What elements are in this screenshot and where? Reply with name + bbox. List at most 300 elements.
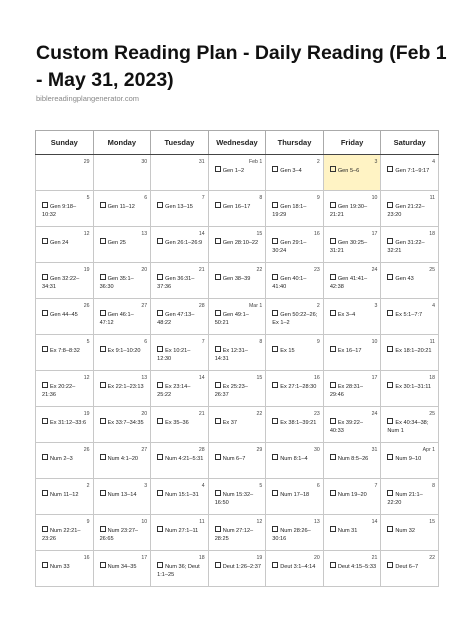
checkbox-icon[interactable] bbox=[272, 382, 278, 388]
day-number: 6 bbox=[144, 195, 148, 201]
day-number: Apr 1 bbox=[422, 447, 435, 453]
day-number: 3 bbox=[144, 483, 148, 489]
checkbox-icon[interactable] bbox=[330, 454, 336, 460]
checkbox-icon[interactable] bbox=[42, 418, 48, 424]
reading-item bbox=[272, 346, 319, 356]
reading-item bbox=[215, 382, 262, 399]
calendar-week-row bbox=[36, 515, 439, 551]
day-number: 10 bbox=[141, 519, 148, 525]
checkbox-icon[interactable] bbox=[215, 490, 221, 496]
calendar-week-row bbox=[36, 335, 439, 371]
checkbox-icon[interactable] bbox=[272, 526, 278, 532]
checkbox-icon[interactable] bbox=[157, 562, 163, 568]
day-number: 13 bbox=[314, 519, 320, 525]
reading-item bbox=[42, 418, 89, 428]
calendar-day-cell bbox=[151, 443, 209, 479]
reading-label: Gen 44–45 bbox=[50, 312, 78, 318]
reading-label: Ex 18:1–20:21 bbox=[395, 348, 432, 354]
checkbox-icon[interactable] bbox=[272, 274, 278, 280]
reading-item bbox=[157, 526, 204, 536]
checkbox-icon[interactable] bbox=[215, 166, 221, 172]
checkbox-icon[interactable] bbox=[330, 562, 336, 568]
reading-label: Num 27:12–28:25 bbox=[214, 528, 254, 542]
checkbox-icon[interactable] bbox=[330, 166, 336, 172]
day-number: 27 bbox=[141, 447, 148, 453]
reading-item bbox=[215, 166, 262, 176]
checkbox-icon[interactable] bbox=[42, 490, 48, 496]
reading-label: Ex 33:7–34:35 bbox=[107, 420, 144, 426]
checkbox-icon[interactable] bbox=[42, 346, 48, 352]
calendar-day-cell bbox=[208, 515, 266, 551]
day-number: 20 bbox=[314, 555, 320, 561]
checkbox-icon[interactable] bbox=[100, 526, 106, 532]
reading-item bbox=[330, 562, 377, 572]
checkbox-icon[interactable] bbox=[100, 346, 106, 352]
checkbox-icon[interactable] bbox=[157, 310, 163, 316]
calendar-day-cell bbox=[323, 263, 381, 299]
reading-item bbox=[272, 562, 319, 572]
calendar-week-row bbox=[36, 263, 439, 299]
day-number: 12 bbox=[83, 375, 90, 381]
calendar-day-cell bbox=[266, 551, 324, 587]
checkbox-icon[interactable] bbox=[272, 454, 278, 460]
checkbox-icon[interactable] bbox=[387, 454, 393, 460]
calendar-day-cell bbox=[266, 191, 324, 227]
day-number: 22 bbox=[256, 267, 263, 273]
checkbox-icon[interactable] bbox=[157, 274, 163, 280]
checkbox-icon[interactable] bbox=[272, 490, 278, 496]
calendar-day-cell bbox=[151, 371, 209, 407]
reading-item bbox=[330, 526, 377, 536]
reading-label: Num 8:5–26 bbox=[337, 456, 369, 462]
reading-label: Num 8:1–4 bbox=[280, 456, 308, 462]
reading-item bbox=[100, 382, 147, 392]
reading-item bbox=[272, 526, 319, 543]
checkbox-icon[interactable] bbox=[215, 382, 221, 388]
day-number: 19 bbox=[83, 411, 90, 417]
day-number: 2 bbox=[316, 303, 320, 309]
calendar-day-cell bbox=[36, 335, 94, 371]
reading-label: Gen 38–39 bbox=[222, 276, 251, 282]
day-number: 3 bbox=[374, 159, 378, 165]
calendar-day-cell bbox=[208, 479, 266, 515]
checkbox-icon[interactable] bbox=[100, 382, 106, 388]
day-number: 11 bbox=[199, 519, 205, 525]
reading-item bbox=[100, 454, 147, 464]
checkbox-icon[interactable] bbox=[100, 418, 106, 424]
calendar-day-cell bbox=[93, 407, 151, 443]
day-number: 25 bbox=[429, 267, 435, 273]
reading-item bbox=[330, 238, 377, 255]
reading-item bbox=[330, 490, 377, 500]
day-number: 21 bbox=[198, 267, 205, 273]
checkbox-icon[interactable] bbox=[215, 310, 221, 316]
reading-label: Ex 15 bbox=[280, 348, 295, 354]
day-number: 18 bbox=[429, 375, 435, 381]
calendar-day-cell bbox=[208, 155, 266, 191]
checkbox-icon[interactable] bbox=[330, 418, 336, 424]
day-number: 3 bbox=[374, 303, 378, 309]
checkbox-icon[interactable] bbox=[42, 382, 48, 388]
calendar-day-cell bbox=[381, 551, 439, 587]
checkbox-icon[interactable] bbox=[330, 202, 336, 208]
reading-item bbox=[330, 166, 377, 176]
calendar-day-cell bbox=[323, 335, 381, 371]
day-number: 4 bbox=[432, 303, 435, 309]
reading-item bbox=[215, 526, 262, 543]
day-number: 2 bbox=[316, 159, 320, 165]
checkbox-icon[interactable] bbox=[387, 310, 393, 316]
checkbox-icon[interactable] bbox=[215, 526, 221, 532]
reading-item bbox=[157, 238, 204, 248]
day-number: 5 bbox=[86, 339, 90, 345]
reading-item bbox=[215, 238, 262, 248]
checkbox-icon[interactable] bbox=[330, 526, 336, 532]
calendar-day-cell bbox=[323, 191, 381, 227]
reading-label: Gen 1–2 bbox=[222, 168, 245, 174]
checkbox-icon[interactable] bbox=[330, 490, 336, 496]
checkbox-icon[interactable] bbox=[215, 274, 221, 280]
reading-label: Ex 20:22–21:36 bbox=[42, 384, 76, 398]
calendar-week-row bbox=[36, 299, 439, 335]
reading-label: Gen 35:1–36:30 bbox=[99, 276, 134, 290]
calendar-day-cell bbox=[36, 407, 94, 443]
reading-label: Ex 40:34–38; Num 1 bbox=[387, 420, 429, 434]
calendar-day-cell bbox=[36, 371, 94, 407]
checkbox-icon[interactable] bbox=[215, 202, 221, 208]
checkbox-icon[interactable] bbox=[387, 562, 393, 568]
calendar-day-cell bbox=[151, 191, 209, 227]
reading-item bbox=[387, 454, 434, 464]
calendar-day-cell bbox=[93, 443, 151, 479]
calendar-day-cell bbox=[36, 155, 94, 191]
day-number: 20 bbox=[141, 267, 148, 273]
checkbox-icon[interactable] bbox=[272, 166, 278, 172]
weekday-header-row bbox=[36, 131, 439, 155]
weekday-header: Wednesday bbox=[208, 131, 266, 155]
reading-item bbox=[272, 202, 319, 219]
checkbox-icon[interactable] bbox=[42, 454, 48, 460]
reading-item bbox=[272, 454, 319, 464]
day-number: 26 bbox=[83, 447, 90, 453]
day-number: 31 bbox=[198, 159, 205, 165]
reading-label: Ex 28:31–29:46 bbox=[329, 384, 364, 398]
reading-item bbox=[215, 202, 262, 212]
checkbox-icon[interactable] bbox=[330, 346, 336, 352]
calendar-day-cell bbox=[208, 299, 266, 335]
reading-item bbox=[272, 166, 319, 176]
reading-label: Num 19–20 bbox=[337, 492, 367, 498]
checkbox-icon[interactable] bbox=[100, 562, 106, 568]
checkbox-icon[interactable] bbox=[42, 526, 48, 532]
checkbox-icon[interactable] bbox=[215, 418, 221, 424]
calendar-day-cell bbox=[381, 407, 439, 443]
reading-label: Gen 47:13–48:22 bbox=[157, 312, 195, 326]
reading-label: Num 4:21–5:31 bbox=[165, 456, 204, 462]
checkbox-icon[interactable] bbox=[215, 562, 221, 568]
calendar-day-cell bbox=[381, 515, 439, 551]
weekday-header: Tuesday bbox=[151, 131, 209, 155]
reading-item bbox=[387, 526, 434, 536]
reading-item bbox=[100, 562, 147, 572]
reading-label: Num 21:1–22:20 bbox=[387, 492, 423, 506]
calendar-day-cell bbox=[36, 551, 94, 587]
reading-item bbox=[215, 454, 262, 464]
calendar-day-cell bbox=[208, 371, 266, 407]
reading-item bbox=[215, 310, 262, 327]
calendar-week-row bbox=[36, 443, 439, 479]
reading-item bbox=[42, 274, 89, 291]
weekday-header: Saturday bbox=[381, 131, 439, 155]
calendar-day-cell bbox=[93, 227, 151, 263]
checkbox-icon[interactable] bbox=[215, 454, 221, 460]
day-number: 16 bbox=[83, 555, 90, 561]
checkbox-icon[interactable] bbox=[157, 238, 163, 244]
weekday-header: Monday bbox=[93, 131, 151, 155]
day-number: 23 bbox=[314, 411, 320, 417]
reading-label: Ex 35–36 bbox=[165, 420, 189, 426]
checkbox-icon[interactable] bbox=[100, 274, 106, 280]
calendar-day-cell bbox=[208, 263, 266, 299]
day-number: 25 bbox=[429, 411, 435, 417]
reading-item bbox=[42, 382, 89, 399]
reading-calendar bbox=[35, 130, 439, 587]
calendar-day-cell bbox=[208, 551, 266, 587]
calendar-day-cell bbox=[266, 371, 324, 407]
checkbox-icon[interactable] bbox=[272, 310, 278, 316]
reading-label: Gen 31:22–32:21 bbox=[387, 240, 425, 254]
reading-item bbox=[330, 418, 377, 435]
checkbox-icon[interactable] bbox=[215, 346, 221, 352]
checkbox-icon[interactable] bbox=[100, 202, 106, 208]
reading-label: Gen 25 bbox=[107, 240, 126, 246]
checkbox-icon[interactable] bbox=[387, 490, 393, 496]
checkbox-icon[interactable] bbox=[100, 490, 106, 496]
reading-item bbox=[100, 526, 147, 543]
calendar-day-cell bbox=[381, 227, 439, 263]
reading-item bbox=[387, 274, 434, 284]
calendar-day-cell bbox=[36, 299, 94, 335]
day-number: 30 bbox=[314, 447, 320, 453]
reading-item bbox=[100, 490, 147, 500]
reading-item bbox=[42, 238, 89, 248]
reading-item bbox=[330, 202, 377, 219]
checkbox-icon[interactable] bbox=[157, 526, 163, 532]
checkbox-icon[interactable] bbox=[272, 562, 278, 568]
checkbox-icon[interactable] bbox=[157, 382, 163, 388]
day-number: 7 bbox=[201, 195, 205, 201]
calendar-day-cell bbox=[93, 299, 151, 335]
calendar-day-cell bbox=[93, 335, 151, 371]
checkbox-icon[interactable] bbox=[387, 346, 393, 352]
day-number: 9 bbox=[316, 339, 320, 345]
calendar-day-cell bbox=[151, 155, 209, 191]
checkbox-icon[interactable] bbox=[387, 526, 393, 532]
calendar-day-cell bbox=[266, 299, 324, 335]
checkbox-icon[interactable] bbox=[157, 418, 163, 424]
checkbox-icon[interactable] bbox=[42, 562, 48, 568]
checkbox-icon[interactable] bbox=[272, 202, 278, 208]
reading-label: Num 31 bbox=[337, 528, 358, 534]
reading-item bbox=[157, 490, 204, 500]
checkbox-icon[interactable] bbox=[100, 454, 106, 460]
checkbox-icon[interactable] bbox=[157, 490, 163, 496]
reading-label: Num 27:1–11 bbox=[165, 528, 199, 534]
reading-item bbox=[157, 202, 204, 212]
day-number: 4 bbox=[201, 483, 205, 489]
day-number: 24 bbox=[371, 267, 378, 273]
reading-label: Num 6–7 bbox=[222, 456, 246, 462]
checkbox-icon[interactable] bbox=[272, 238, 278, 244]
source-url: biblereadingplangenerator.com bbox=[36, 94, 139, 103]
reading-label: Deut 6–7 bbox=[395, 564, 419, 570]
calendar-day-cell bbox=[323, 515, 381, 551]
checkbox-icon[interactable] bbox=[100, 310, 106, 316]
checkbox-icon[interactable] bbox=[330, 238, 336, 244]
reading-label: Ex 23:14–25:22 bbox=[157, 384, 191, 398]
checkbox-icon[interactable] bbox=[215, 238, 221, 244]
checkbox-icon[interactable] bbox=[387, 166, 393, 172]
calendar-day-cell bbox=[381, 299, 439, 335]
reading-label: Gen 5–6 bbox=[337, 168, 360, 174]
reading-item bbox=[157, 274, 204, 291]
reading-label: Num 9–10 bbox=[395, 456, 422, 462]
calendar-day-cell bbox=[381, 371, 439, 407]
reading-item bbox=[387, 490, 434, 507]
day-number: 20 bbox=[141, 411, 148, 417]
reading-item bbox=[100, 202, 147, 212]
reading-label: Ex 30:1–31:11 bbox=[395, 384, 432, 390]
checkbox-icon[interactable] bbox=[387, 418, 393, 424]
reading-item bbox=[42, 310, 89, 320]
calendar-week-row bbox=[36, 191, 439, 227]
calendar-day-cell bbox=[208, 407, 266, 443]
checkbox-icon[interactable] bbox=[42, 238, 48, 244]
checkbox-icon[interactable] bbox=[272, 346, 278, 352]
reading-item bbox=[387, 382, 434, 392]
calendar-day-cell bbox=[93, 479, 151, 515]
calendar-day-cell bbox=[323, 227, 381, 263]
calendar-day-cell bbox=[323, 155, 381, 191]
reading-item bbox=[157, 454, 204, 464]
reading-item bbox=[387, 310, 434, 320]
checkbox-icon[interactable] bbox=[100, 238, 106, 244]
calendar-day-cell bbox=[266, 335, 324, 371]
reading-item bbox=[157, 562, 204, 579]
reading-label: Ex 27:1–28:30 bbox=[280, 384, 317, 390]
checkbox-icon[interactable] bbox=[272, 418, 278, 424]
reading-item bbox=[157, 346, 204, 363]
calendar-week-row bbox=[36, 407, 439, 443]
reading-label: Gen 18:1–19:29 bbox=[272, 204, 307, 218]
reading-label: Gen 9:18–10:32 bbox=[42, 204, 77, 218]
calendar-day-cell bbox=[266, 407, 324, 443]
reading-item bbox=[100, 274, 147, 291]
calendar-day-cell bbox=[93, 155, 151, 191]
day-number: 29 bbox=[256, 447, 263, 453]
checkbox-icon[interactable] bbox=[387, 382, 393, 388]
reading-label: Num 15:32–16:50 bbox=[214, 492, 254, 506]
reading-label: Ex 10:21–12:30 bbox=[157, 348, 191, 362]
reading-label: Num 22:21–23:26 bbox=[42, 528, 81, 542]
page-title: Custom Reading Plan - Daily Reading (Feb 1 - May 31, 2023) bbox=[36, 42, 447, 91]
day-number: 15 bbox=[256, 231, 263, 237]
calendar-day-cell bbox=[381, 155, 439, 191]
reading-label: Gen 49:1–50:21 bbox=[214, 312, 249, 326]
checkbox-icon[interactable] bbox=[42, 310, 48, 316]
reading-label: Ex 7:8–8:32 bbox=[50, 348, 80, 354]
calendar-day-cell bbox=[151, 515, 209, 551]
day-number: 31 bbox=[371, 447, 378, 453]
checkbox-icon[interactable] bbox=[387, 202, 393, 208]
day-number: 21 bbox=[198, 411, 205, 417]
reading-item bbox=[42, 202, 89, 219]
reading-label: Num 28:26–30:16 bbox=[272, 528, 311, 542]
reading-label: Ex 37 bbox=[222, 420, 237, 426]
reading-label: Ex 5:1–7:7 bbox=[395, 312, 423, 318]
calendar-day-cell bbox=[36, 479, 94, 515]
reading-label: Ex 25:23–26:37 bbox=[214, 384, 248, 398]
calendar-day-cell bbox=[266, 515, 324, 551]
day-number: 8 bbox=[259, 195, 263, 201]
reading-label: Ex 12:31–14:31 bbox=[214, 348, 248, 362]
reading-item bbox=[157, 382, 204, 399]
calendar-day-cell bbox=[381, 191, 439, 227]
calendar-day-cell bbox=[323, 407, 381, 443]
day-number: 7 bbox=[201, 339, 205, 345]
reading-label: Gen 24 bbox=[50, 240, 69, 246]
day-number: 13 bbox=[141, 375, 148, 381]
day-number: Mar 1 bbox=[248, 303, 263, 309]
weekday-header: Thursday bbox=[266, 131, 324, 155]
checkbox-icon[interactable] bbox=[157, 202, 163, 208]
reading-label: Num 32 bbox=[395, 528, 415, 534]
calendar-day-cell bbox=[93, 371, 151, 407]
calendar-week-row bbox=[36, 227, 439, 263]
calendar-day-cell bbox=[323, 299, 381, 335]
calendar-week-row bbox=[36, 155, 439, 191]
reading-label: Gen 19:30–21:21 bbox=[329, 204, 368, 218]
reading-label: Gen 7:1–9:17 bbox=[395, 168, 430, 174]
day-number: 6 bbox=[144, 339, 148, 345]
reading-label: Deut 1:26–2:37 bbox=[222, 564, 261, 570]
checkbox-icon[interactable] bbox=[42, 202, 48, 208]
checkbox-icon[interactable] bbox=[330, 382, 336, 388]
reading-item bbox=[387, 562, 434, 572]
reading-item bbox=[330, 454, 377, 464]
checkbox-icon[interactable] bbox=[387, 274, 393, 280]
day-number: 10 bbox=[371, 339, 378, 345]
reading-label: Gen 43 bbox=[395, 276, 414, 282]
reading-label: Gen 50:22–26; Ex 1–2 bbox=[272, 312, 318, 326]
day-number: 30 bbox=[141, 159, 148, 165]
reading-label: Ex 22:1–23:13 bbox=[107, 384, 144, 390]
checkbox-icon[interactable] bbox=[330, 274, 336, 280]
checkbox-icon[interactable] bbox=[157, 346, 163, 352]
checkbox-icon[interactable] bbox=[157, 454, 163, 460]
checkbox-icon[interactable] bbox=[42, 274, 48, 280]
reading-label: Gen 46:1–47:12 bbox=[99, 312, 134, 326]
checkbox-icon[interactable] bbox=[330, 310, 336, 316]
day-number: 19 bbox=[83, 267, 90, 273]
day-number: 16 bbox=[314, 375, 320, 381]
calendar-day-cell bbox=[151, 227, 209, 263]
reading-item bbox=[272, 310, 319, 327]
checkbox-icon[interactable] bbox=[387, 238, 393, 244]
day-number: 14 bbox=[198, 375, 205, 381]
reading-label: Gen 11–12 bbox=[107, 204, 135, 210]
calendar-day-cell bbox=[323, 443, 381, 479]
